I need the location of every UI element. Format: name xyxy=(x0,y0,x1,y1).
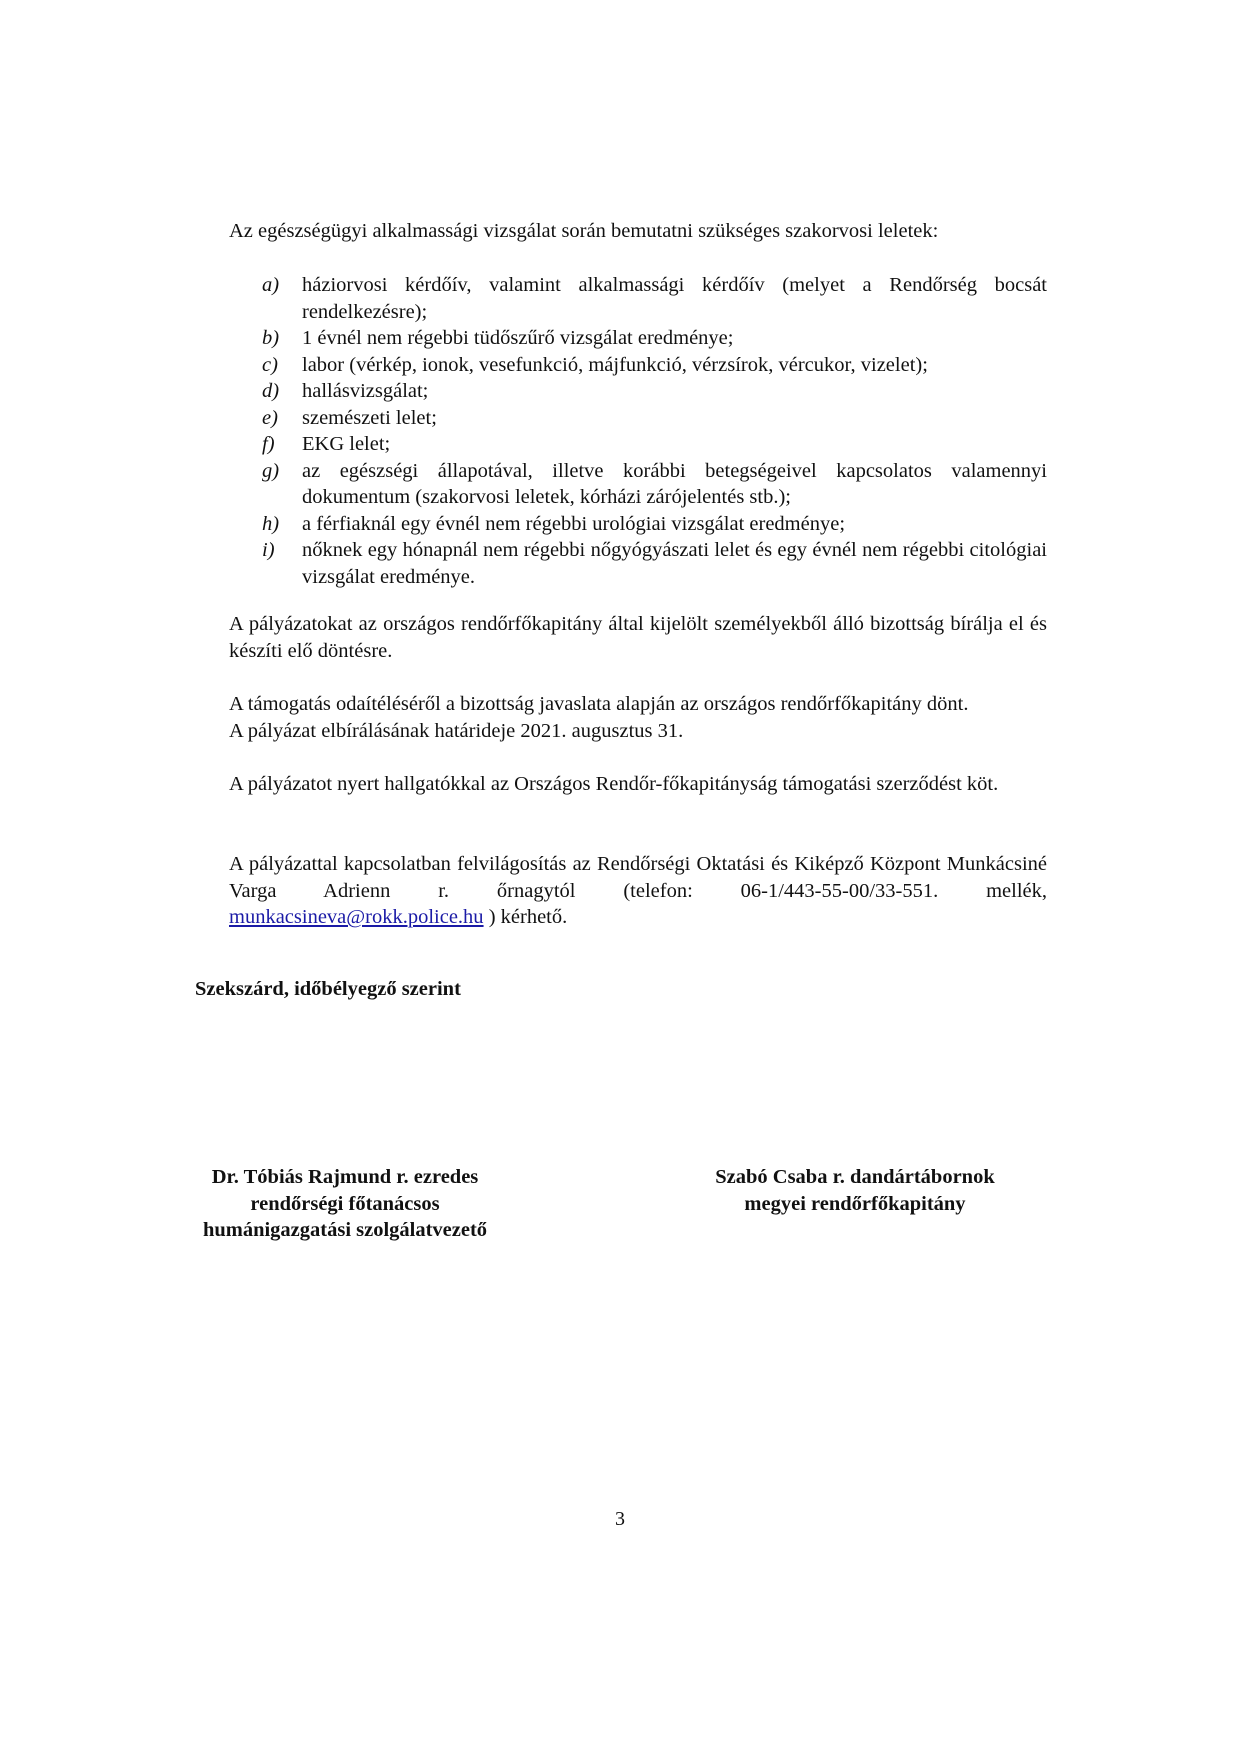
page-number: 3 xyxy=(615,1508,625,1530)
medical-documents-list xyxy=(262,272,1047,590)
list-item-text: hallásvizsgálat; xyxy=(302,380,429,402)
contract-paragraph: A pályázatot nyert hallgatókkal az Országos Rendőr-főkapitányság támogatási szerződést köt. xyxy=(229,773,999,795)
signatory-name: Szabó Csaba r. dandártábornok xyxy=(715,1166,995,1188)
list-marker: d) xyxy=(262,380,280,402)
contact-text: A pályázattal kapcsolatban felvilágosítás az Rendőrségi Oktatási és Kiképző Központ Munkácsiné Varga Adrienn r. őrnagytól (telefon: 06-1/443-55-00/33-551. mellék, xyxy=(229,853,1047,902)
list-item-text: a férfiaknál egy évnél nem régebbi urológiai vizsgálat eredménye; xyxy=(302,512,846,535)
list-item-text: EKG lelet; xyxy=(302,433,391,455)
signatory-position: humánigazgatási szolgálatvezető xyxy=(202,1219,488,1241)
list-item-text: szemészeti lelet; xyxy=(302,406,437,429)
list-item xyxy=(262,431,1047,458)
list-item xyxy=(262,458,1047,511)
list-item-text: labor (vérkép, ionok, vesefunkció, májfunkció, vérzsírok, vércukor, vizelet); xyxy=(302,353,928,376)
signature-block-left xyxy=(190,1164,500,1244)
list-item-text: háziorvosi kérdőív, valamint alkalmassági kérdőív (melyet a Rendőrség bocsát rendelkezésre); xyxy=(302,274,1047,323)
list-marker: c) xyxy=(262,353,278,376)
list-item-text: 1 évnél nem régebbi tüdőszűrő vizsgálat eredménye; xyxy=(302,327,734,349)
contact-paragraph xyxy=(229,851,1047,931)
signatory-title: megyei rendőrfőkapitány xyxy=(744,1192,966,1215)
list-item xyxy=(262,405,1047,432)
list-item xyxy=(262,352,1047,379)
list-marker: f) xyxy=(262,433,275,455)
list-marker: h) xyxy=(262,512,280,535)
decision-line-1: A támogatás odaítéléséről a bizottság javaslata alapján az országos rendőrfőkapitány dönt. xyxy=(229,693,969,715)
list-item-text: nőknek egy hónapnál nem régebbi nőgyógyászati lelet és egy évnél nem régebbi citológiai vizsgálat eredménye. xyxy=(302,539,1047,588)
list-item xyxy=(262,325,1047,352)
list-item xyxy=(262,511,1047,538)
committee-paragraph: A pályázatokat az országos rendőrfőkapitány által kijelölt személyekből álló bizottság bírálja el és készíti elő döntésre. xyxy=(229,613,1047,662)
list-item xyxy=(262,537,1047,590)
list-item xyxy=(262,272,1047,325)
list-marker: g) xyxy=(262,459,280,482)
signature-block-right xyxy=(690,1164,1020,1217)
list-marker: i) xyxy=(262,539,275,561)
intro-paragraph: Az egészségügyi alkalmassági vizsgálat során bemutatni szükséges szakorvosi leletek: xyxy=(229,220,939,242)
list-marker: e) xyxy=(262,406,278,429)
contact-tail: ) kérhető. xyxy=(483,906,568,928)
contact-email-link[interactable]: munkacsineva@rokk.police.hu xyxy=(229,906,484,928)
decision-paragraph xyxy=(229,691,1047,744)
list-item xyxy=(262,378,1047,405)
list-marker: a) xyxy=(262,274,280,296)
place-date: Szekszárd, időbélyegző szerint xyxy=(195,978,461,1000)
list-marker: b) xyxy=(262,327,280,349)
signatory-name: Dr. Tóbiás Rajmund r. ezredes xyxy=(211,1166,479,1188)
list-item-text: az egészségi állapotával, illetve korábbi betegségeivel kapcsolatos valamennyi dokumentum (szakorvosi leletek, kórházi zárójelentés stb.); xyxy=(302,459,1047,508)
signatory-title: rendőrségi főtanácsos xyxy=(250,1192,440,1215)
decision-line-2: A pályázat elbírálásának határideje 2021. augusztus 31. xyxy=(229,719,684,742)
